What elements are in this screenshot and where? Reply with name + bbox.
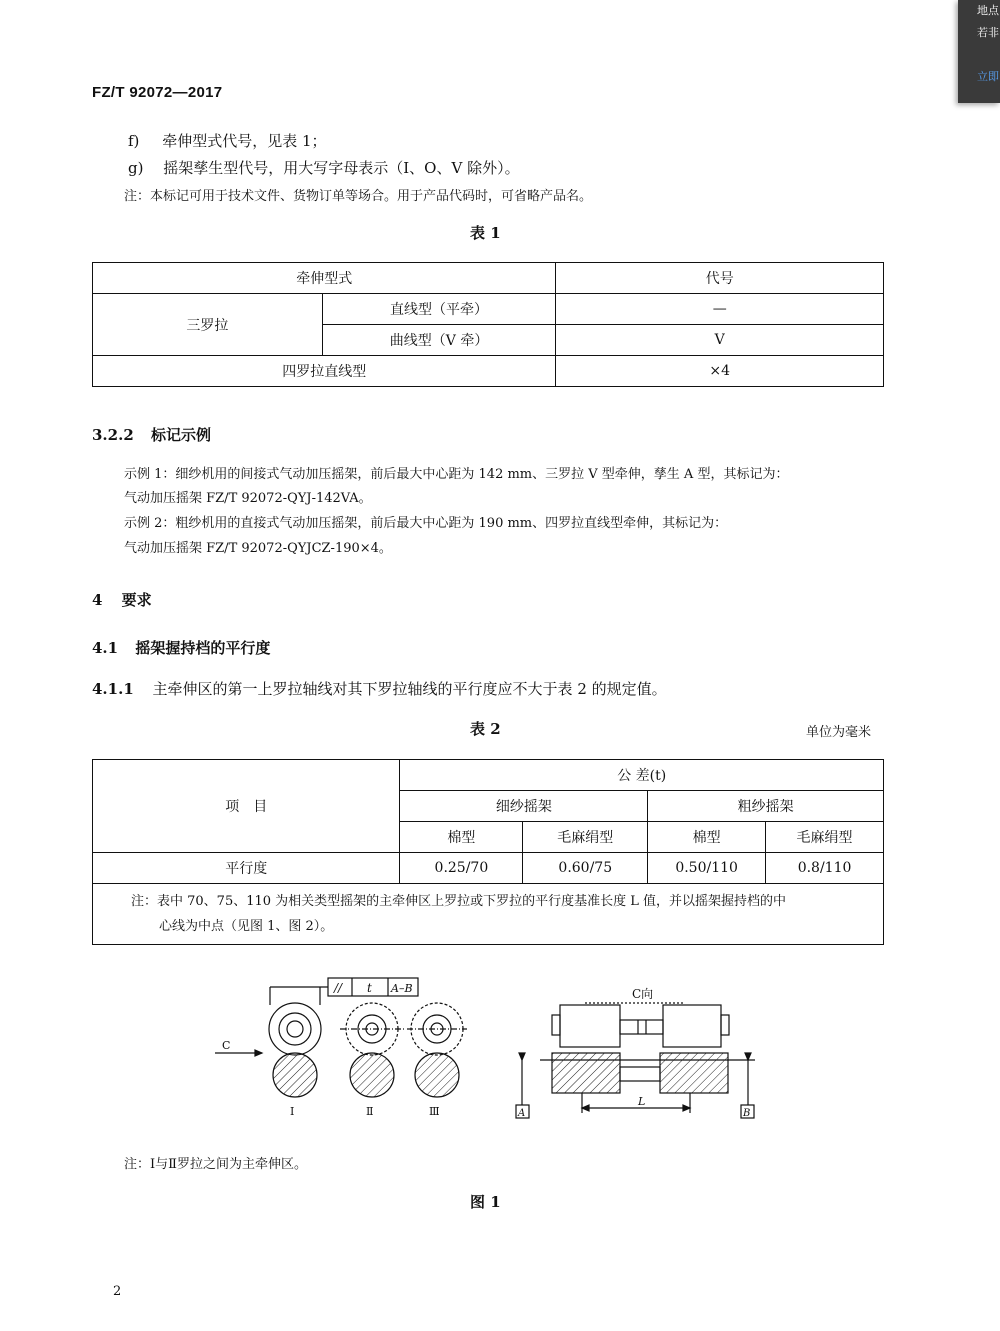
table2-note-line1: 注：表中 70、75、110 为相关类型摇架的主牵伸区上罗拉或下罗拉的平行度基准长度 L 值，并以摇架握持档的中 [131,894,787,909]
figure1-note: 注：Ⅰ与Ⅱ罗拉之间为主牵伸区。 [124,1157,307,1172]
item-g [128,157,520,178]
section-4-1-title: 摇架握持档的平行度 [135,639,271,657]
table1-head-type: 牵伸型式 [93,263,556,294]
table1-group: 三罗拉 [93,294,323,356]
example-2-mark: 气动加压摇架 FZ/T 92072-QYJCZ-190×4。 [124,541,392,556]
datum-b: B [743,1108,751,1119]
item-f [128,130,327,151]
table2 [92,759,884,945]
table2-note [93,884,884,945]
standard-number: FZ/T 92072—2017 [92,84,223,101]
section-4-1-1-text: 主牵伸区的第一上罗拉轴线对其下罗拉轴线的平行度应不大于表 2 的规定值。 [152,680,667,698]
table1-last-type: 四罗拉直线型 [93,356,556,387]
roller-label-2: Ⅱ [366,1105,374,1118]
example-1-mark: 气动加压摇架 FZ/T 92072-QYJ-142VA。 [124,491,372,506]
figure1-caption: 图 1 [470,1193,501,1211]
table1-row2-type: 曲线型（V 牵） [322,325,556,356]
section-4-title: 要求 [121,591,152,609]
c-view-label: C向 [632,987,654,1001]
c-view [516,987,755,1119]
roller-label-1: Ⅰ [290,1105,295,1118]
section-3-2-2 [92,424,211,445]
length-label: L [638,1095,646,1108]
figure1-drawing [200,965,780,1130]
item-g-text: 摇架孳生型代号，用大写字母表示（Ⅰ、O、V 除外）。 [163,159,520,177]
note-marking: 注：本标记可用于技术文件、货物订单等场合。用于产品代码时，可省略产品名。 [124,189,593,204]
table1-last-code: ×4 [556,356,884,387]
view-arrow-label: C [222,1039,231,1052]
table1-caption: 表 1 [470,224,501,242]
section-4-1-num: 4.1 [92,639,119,657]
section-4 [92,589,152,610]
tolerance-frame [270,978,418,1005]
roller-3 [407,1003,467,1097]
frame-tolerance: t [367,981,372,995]
table2-note-line2: 心线为中点（见图 1、图 2）。 [159,919,334,934]
section-4-num: 4 [92,591,103,609]
table2-value: 0.25/70 [400,853,523,884]
popup-link[interactable]: 立即 [977,70,999,83]
table1-head-code: 代号 [556,263,884,294]
popup-line-2: 若非 [977,26,999,39]
section-4-1-1-num: 4.1.1 [92,680,134,698]
frame-parallel-symbol: // [334,981,343,995]
table2-tolerance-head: 公 差(t) [400,760,884,791]
table2-item-head: 项 目 [93,760,400,853]
table2-value: 0.50/110 [648,853,766,884]
datum-a: A [518,1108,526,1119]
frame-datum: A–B [391,982,413,995]
popup-line-1: 地点 [977,4,999,17]
table2-unit: 单位为毫米 [806,725,872,740]
item-g-mark: g) [128,159,144,177]
table2-value: 0.8/110 [766,853,884,884]
page-number: 2 [113,1284,122,1299]
table2-row-label: 平行度 [93,853,400,884]
table1-row1-code: — [556,294,884,325]
overlay-popup [958,0,1000,103]
item-f-text: 牵伸型式代号，见表 1； [162,132,327,150]
table2-group-spinning: 细纱摇架 [400,791,648,822]
table1-row1-type: 直线型（平牵） [322,294,556,325]
item-f-mark: f) [128,132,140,150]
roller-label-3: Ⅲ [429,1105,440,1118]
table2-group-roving: 粗纱摇架 [648,791,884,822]
section-4-1-1 [92,678,667,699]
table2-subhead: 棉型 [648,822,766,853]
section-3-2-2-num: 3.2.2 [92,426,134,444]
table2-caption: 表 2 [470,720,501,738]
table2-subhead: 毛麻绢型 [523,822,648,853]
roller-1 [269,1003,321,1097]
table1-row2-code: V [556,325,884,356]
example-2: 示例 2：粗纱机用的直接式气动加压摇架，前后最大中心距为 190 mm、四罗拉直线型牵伸，其标记为： [124,516,728,531]
section-4-1 [92,637,270,658]
example-1: 示例 1：细纱机用的间接式气动加压摇架，前后最大中心距为 142 mm、三罗拉 V 型牵伸，孳生 A 型，其标记为： [124,467,789,482]
section-3-2-2-title: 标记示例 [151,426,212,444]
roller-2 [340,1003,404,1097]
table2-value: 0.60/75 [523,853,648,884]
table2-subhead: 毛麻绢型 [766,822,884,853]
table2-subhead: 棉型 [400,822,523,853]
table1 [92,262,884,387]
